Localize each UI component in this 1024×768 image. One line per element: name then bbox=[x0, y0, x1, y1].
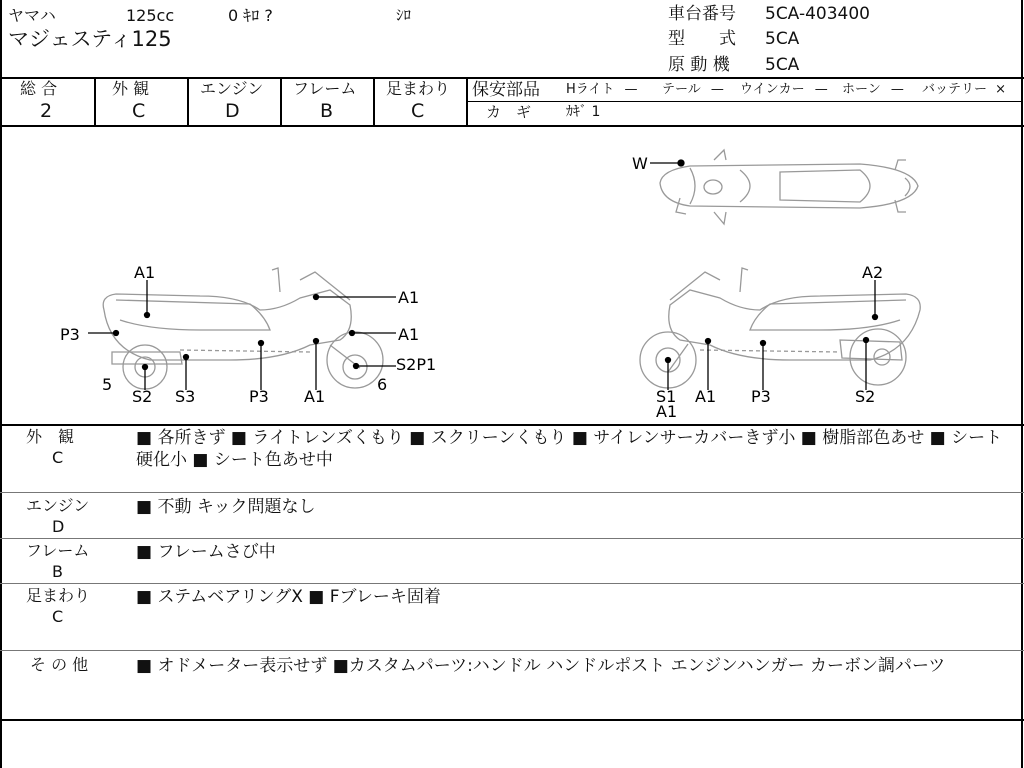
grade-label-exterior: 外 観 bbox=[112, 79, 150, 98]
grade-value-exterior: C bbox=[132, 100, 146, 122]
model-code: 5CA bbox=[765, 29, 800, 49]
label-left-s2p1: S2P1 bbox=[396, 355, 437, 374]
engine-label: 原 動 機 bbox=[668, 55, 730, 75]
label-right-s1: S1 bbox=[656, 387, 677, 406]
engine-code: 5CA bbox=[765, 55, 800, 75]
model-name: マジェスティ125 bbox=[8, 27, 172, 51]
remark-grade-suspension: C bbox=[52, 607, 64, 626]
label-left-a1-cowl: A1 bbox=[398, 288, 420, 307]
safety-winker: ウインカー — bbox=[740, 82, 828, 97]
maker: ヤマハ bbox=[8, 6, 56, 25]
remark-grade-exterior: C bbox=[52, 448, 64, 467]
remark-category-other: そ の 他 bbox=[30, 655, 89, 674]
safety-horn: ホーン — bbox=[842, 82, 904, 97]
label-left-5: 5 bbox=[102, 375, 113, 394]
key-value: ｶｷﾞ 1 bbox=[566, 104, 601, 120]
safety-tail: テール — bbox=[662, 82, 724, 97]
label-left-s2: S2 bbox=[132, 387, 153, 406]
remark-grade-frame: B bbox=[52, 562, 63, 581]
label-right-a1-under-s1: A1 bbox=[656, 402, 678, 421]
label-left-6: 6 bbox=[377, 375, 388, 394]
remark-category-exterior: 外 観 bbox=[26, 427, 75, 446]
label-right-p3: P3 bbox=[751, 387, 771, 406]
safety-battery: バッテリー × bbox=[922, 82, 1007, 97]
remark-text-suspension: ■ ステムベアリングX ■ Fブレーキ固着 bbox=[136, 587, 441, 607]
grade-label-overall: 総 合 bbox=[20, 79, 58, 98]
label-left-s3: S3 bbox=[175, 387, 196, 406]
grade-label-frame: フレーム bbox=[293, 79, 357, 98]
grade-label-suspension: 足まわり bbox=[386, 79, 451, 98]
safety-headlight: Hライト — bbox=[566, 82, 638, 97]
remark-text-other: ■ オドメーター表示せず ■カスタムパーツ:ハンドル ハンドルポスト エンジンハンガー カーボン調パーツ bbox=[136, 656, 946, 676]
frame-no-label: 車台番号 bbox=[668, 4, 736, 24]
displacement: 125cc bbox=[126, 6, 175, 25]
right-side-sketch bbox=[640, 268, 920, 388]
mileage: 0 ｷﾛ ? bbox=[228, 6, 273, 25]
label-left-a1-bottom: A1 bbox=[304, 387, 326, 406]
grade-value-engine: D bbox=[225, 100, 240, 122]
grade-label-engine: エンジン bbox=[200, 79, 264, 98]
key-label: カ ギ bbox=[486, 103, 532, 121]
label-w: W bbox=[632, 154, 648, 173]
label-left-a1-front: A1 bbox=[398, 325, 420, 344]
grade-value-frame: B bbox=[320, 100, 334, 122]
label-right-a1: A1 bbox=[695, 387, 717, 406]
remark-category-frame: フレーム bbox=[26, 541, 90, 560]
label-right-s2: S2 bbox=[855, 387, 876, 406]
remark-text-frame: ■ フレームさび中 bbox=[136, 542, 276, 562]
remark-category-suspension: 足まわり bbox=[26, 586, 91, 605]
label-left-a1-seat: A1 bbox=[134, 263, 156, 282]
remark-grade-engine: D bbox=[52, 517, 65, 536]
remark-text-engine: ■ 不動 キック問題なし bbox=[136, 497, 316, 517]
color: ｼﾛ bbox=[396, 6, 412, 24]
grade-value-suspension: C bbox=[411, 100, 425, 122]
remark-category-engine: エンジン bbox=[26, 496, 90, 515]
frame-no: 5CA-403400 bbox=[765, 4, 870, 24]
safety-parts-label: 保安部品 bbox=[472, 80, 540, 100]
grade-value-overall: 2 bbox=[40, 100, 53, 122]
remark-text-exterior: ■ 各所きず ■ ライトレンズくもり ■ スクリーンくもり ■ サイレンサーカバーきず小 ■ 樹脂部色あせ ■ シート硬化小 ■ シート色あせ中 bbox=[136, 428, 1003, 470]
label-left-p3-rear: P3 bbox=[60, 325, 80, 344]
model-label: 型 式 bbox=[668, 29, 736, 49]
label-right-a2: A2 bbox=[862, 263, 884, 282]
label-left-p3: P3 bbox=[249, 387, 269, 406]
top-view-sketch bbox=[660, 150, 918, 224]
